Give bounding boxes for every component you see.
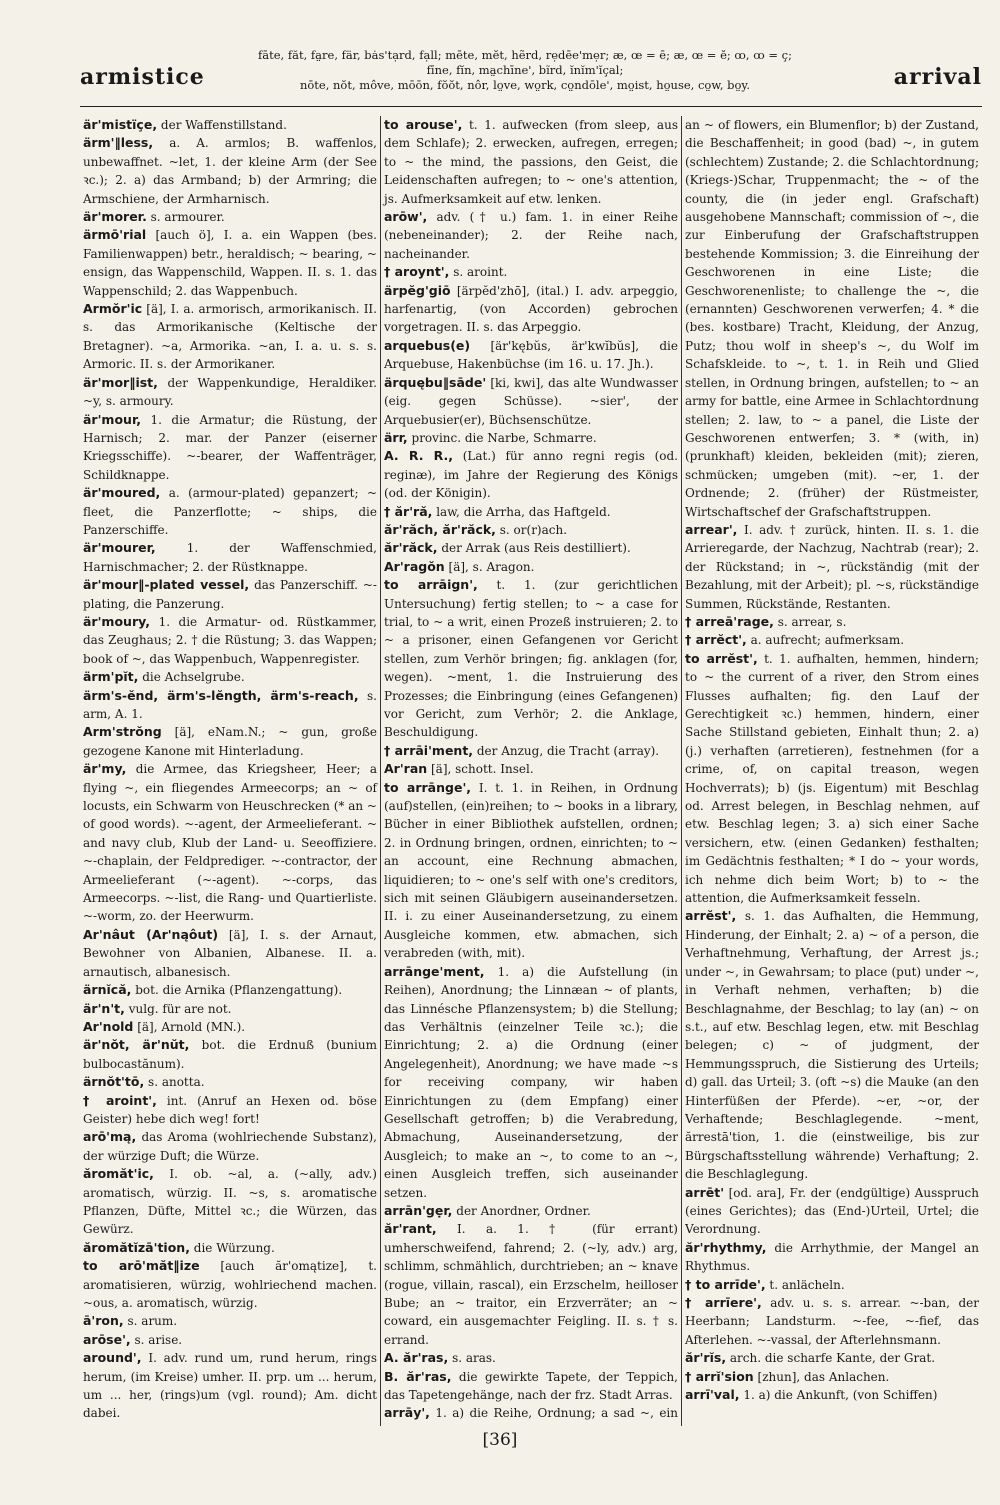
dictionary-entry (384, 963, 678, 1202)
entry-headword: är'mour‖-plated vessel, (83, 577, 250, 593)
entry-definition: bot. die Arnika (Pflanzengattung). (135, 983, 343, 998)
entry-headword: arōse', (83, 1331, 131, 1347)
dictionary-entry (685, 116, 979, 521)
entry-definition: [zhun], das Anlachen. (757, 1369, 890, 1384)
dictionary-entry (83, 1349, 377, 1423)
dictionary-entry (83, 374, 377, 411)
dictionary-entry (83, 1165, 377, 1239)
entry-headword: † to arrīde', (685, 1276, 766, 1292)
entry-headword: är'n't, (83, 1000, 125, 1016)
entry-headword: Armŏr'ic (83, 301, 143, 317)
dictionary-entry (83, 723, 377, 760)
dictionary-entry (384, 1220, 678, 1349)
entry-headword: ärnŏt'tō, (83, 1074, 145, 1090)
entry-headword: ärquębu‖sāde' (384, 374, 487, 390)
entry-headword: † arrĕct', (685, 632, 747, 648)
dictionary-entry (685, 907, 979, 1183)
entry-headword: † ăr'ră, (384, 503, 433, 519)
dictionary-entry (384, 1349, 678, 1367)
entry-definition: I. ob. ~al, a. (~ally, adv.) aromatisch, würzig. II. ~s, s. aromatische Pflanzen, Düfte, Mittel ꝛc.; die Würzen, das Gewürz. (83, 1167, 377, 1237)
entry-headword: ärm'‖less, (83, 135, 154, 151)
entry-definition: [auch ăr'omątize], t. aromatisieren, würzig, wohlriechend machen. ~ous, a. aromatisch, würzig. (83, 1259, 377, 1310)
entry-headword: † arrīere', (685, 1295, 762, 1310)
entry-headword: är'mour, (83, 411, 142, 427)
entry-definition: [ki, kwi], das alte Wundwasser (eig. gegen Schüsse). ~sier', der Arquebusier(er), Büchsenschütze. (384, 375, 678, 427)
entry-definition: [auch ö], I. a. ein Wappen (bes. Familienwappen) betr., heraldisch; ~ bearing, ~ ensign, das Wappenschild, Wappen. II. s. 1. das Wappenschild; 2. das Wappenbuch. (83, 228, 377, 298)
entry-headword: to arrāign', (384, 577, 478, 593)
entry-headword: ärpĕg'giō (384, 282, 451, 298)
entry-headword: ăr'rhythmy, (685, 1239, 767, 1255)
entry-definition: I. adv. rund um, rund herum, rings herum, (im Kreise) umher. II. prp. um ... herum, um ... her, (rings)um (vgl. round); Am. dicht dabei. (83, 1351, 377, 1421)
entry-definition: provinc. die Narbe, Schmarre. (411, 430, 597, 445)
dictionary-entry (83, 134, 377, 208)
column-3 (681, 116, 982, 1426)
entry-headword: ăr'răch, ăr'răck, (384, 521, 496, 537)
dictionary-entry (83, 208, 377, 226)
entry-definition: adv. († u.) fam. 1. in einer Reihe (nebeneinander); 2. der Reihe nach, nacheinander. (384, 210, 678, 261)
entry-headword: ăromătĭzā'tion, (83, 1239, 190, 1255)
entry-headword: är'moured, (83, 485, 161, 501)
pronunciation-key-line: nōte, nŏt, môve, mōōn, fŏŏt, nôr, lo̤ve, wo̤rk, co̤ndōle', mo̤ist, ho̤use, co̤w, bo̤y. (299, 78, 751, 92)
entry-definition: s. arm, A. 1. (83, 688, 377, 721)
dictionary-entry (685, 1368, 979, 1386)
entry-headword: Ar'ran (384, 761, 428, 777)
entry-headword: Arm'strŏng (83, 724, 162, 740)
entry-definition: adv. u. s. s. arrear. ~-ban, der Heerbann; Landsturm. ~-fee, ~-fief, das Afterlehen. ~-vassal, der Afterlehnsmann. (685, 1296, 979, 1347)
entry-definition: [ä], I. a. armorisch, armorikanisch. II. s. das Armorikanische (Keltische der Bretagner). ~a, Armorika. ~an, I. a. u. s. s. Armoric. II. s. der Armorikaner. (83, 302, 377, 372)
dictionary-entry (685, 1349, 979, 1367)
dictionary-entry (384, 1202, 678, 1220)
entry-definition: vulg. für are not. (128, 1001, 232, 1016)
pronunciation-key-line: fāte, făt, fa̤re, fär, bȧs'tạrd, fạll; mēte, mĕt, hẽrd, rẹdēe'mẹr; æ, œ = ē; æ, œ = ĕ; ꝏ, ꝏ = ç; (258, 48, 792, 62)
entry-columns (80, 116, 982, 1426)
dictionary-entry (83, 1073, 377, 1091)
entry-headword: to arrĕst', (685, 650, 758, 666)
entry-headword: † aroint', (83, 1092, 157, 1108)
entry-headword: arrear', (685, 521, 738, 537)
entry-definition: t. anlächeln. (769, 1277, 845, 1292)
entry-definition: die Würzung. (193, 1240, 275, 1255)
entry-headword: arquebus(e) (384, 337, 471, 353)
entry-definition: s. or(r)ach. (499, 522, 568, 537)
entry-headword: ā'ron, (83, 1313, 124, 1329)
dictionary-entry (384, 539, 678, 557)
entry-headword: ärnĭcă, (83, 982, 132, 998)
dictionary-entry (83, 539, 377, 576)
entry-headword: † arrāi'ment, (384, 742, 474, 758)
dictionary-entry (685, 631, 979, 649)
entry-definition: das Panzerschiff. ~-plating, die Panzerung. (83, 578, 377, 611)
entry-definition: 1. a) die Ankunft, (von Schiffen) (743, 1388, 938, 1403)
dictionary-entry (83, 981, 377, 999)
entry-definition: [ä], s. Aragon. (448, 559, 535, 574)
dictionary-entry (83, 760, 377, 926)
entry-headword: ăr'rĭs, (685, 1350, 727, 1366)
dictionary-entry (83, 926, 377, 981)
dictionary-entry (83, 1128, 377, 1165)
entry-headword: arō'mą, (83, 1129, 137, 1145)
entry-definition: der Wappenkundige, Heraldiker. ~y, s. armoury. (83, 375, 377, 409)
dictionary-entry (384, 503, 678, 521)
entry-definition: der Anzug, die Tracht (array). (476, 743, 660, 758)
entry-headword: arrī'val, (685, 1387, 740, 1403)
entry-definition: a. A. armlos; B. waffenlos, unbewaffnet. ~let, 1. der kleine Arm (der See ꝛc.); 2. a) das Armband; b) der Armring; die Armschiene, der Armharnisch. (83, 136, 377, 206)
entry-definition: [ä], Arnold (MN.). (137, 1019, 246, 1034)
dictionary-entry (384, 576, 678, 742)
pronunciation-key-line: fīne, fĭn, ma̤chīne', bĩrd, ĭnĭm'ĭçal; (426, 63, 624, 77)
entry-headword: ăr'rant, (384, 1221, 437, 1237)
entry-headword: är'nŏt, är'nŭt, (83, 1037, 190, 1053)
entry-definition: arch. die scharfe Kante, der Grat. (729, 1351, 936, 1366)
entry-headword: † arreā'rage, (685, 613, 774, 629)
entry-definition: [ä], schott. Insel. (431, 762, 534, 777)
entry-headword: arōw', (384, 209, 428, 225)
dictionary-entry (83, 1239, 377, 1257)
entry-definition: t. 1. aufhalten, hemmen, hindern; to ~ the current of a river, den Strom eines Flusses aufhalten; fig. den Lauf der Gerechtigkeit ꝛc.) hemmen, hindern, einer Sache Stillstand gebieten, Einhalt thun; 2. a) (j.) verhaften (arretieren), festnehmen (for a crime, of, on capital treason, wegen Hochverrats); b) (js. Eigentum) mit Beschlag od. Arrest belegen, in Beschlag nehmen, auf etw. Beschlag legen; 3. a) sich einer Sache versichern, etw. (einen Gedanken) festhalten; im Gedächtnis festhalten; * I do ~ your words, ich nehme dich beim Wort; b) to ~ the attention, die Aufmerksamkeit fesseln. (685, 651, 979, 906)
entry-definition: s. aras. (452, 1351, 496, 1366)
dictionary-entry (685, 613, 979, 631)
entry-definition: s. arise. (134, 1332, 183, 1347)
dictionary-entry (83, 300, 377, 374)
entry-definition: die gewirkte Tapete, der Teppich, das Tapetengehänge, nach der frz. Stadt Arras. (384, 1369, 678, 1403)
entry-definition: [är'kębŭs, är'kwĭbŭs], die Arquebuse, Hakenbüchse (im 16. u. 17. Jh.). (384, 338, 678, 372)
entry-headword: är'my, (83, 761, 127, 777)
dictionary-entry (384, 742, 678, 760)
dictionary-entry (384, 116, 678, 208)
entry-definition: a. aufrecht; aufmerksam. (750, 633, 905, 648)
entry-definition: [ä], eNam.N.; ~ gun, große gezogene Kanone mit Hinterladung. (83, 725, 377, 758)
column-2 (380, 116, 681, 1426)
entry-definition: law, die Arrha, das Haftgeld. (436, 504, 611, 519)
entry-definition: das Aroma (wohlriechende Substanz), der würzige Duft; die Würze. (83, 1130, 377, 1163)
dictionary-entry (384, 1404, 678, 1426)
dictionary-entry (83, 668, 377, 686)
entry-headword: är'morer. (83, 209, 147, 225)
entry-headword: är'mourer, (83, 540, 156, 556)
dictionary-entry (83, 1036, 377, 1073)
running-head-left: armistice (80, 64, 205, 90)
pronunciation-key (230, 48, 820, 93)
dictionary-entry (83, 687, 377, 724)
entry-definition: s. anotta. (148, 1075, 205, 1090)
dictionary-entry (685, 1276, 979, 1294)
dictionary-entry (83, 1000, 377, 1018)
entry-headword: ăromăt'ic, (83, 1166, 154, 1182)
header-rule (80, 106, 982, 107)
entry-headword: Ar'ragŏn (384, 558, 445, 574)
entry-headword: arrēt' (685, 1184, 725, 1200)
dictionary-entry (384, 429, 678, 447)
dictionary-entry (384, 1368, 678, 1405)
entry-definition: I. adv. † zurück, hinten. II. s. 1. die Arrieregarde, der Nachzug, Nachtrab (rear); 2. der Rückstand; in ~, rückständig (mit der Bezahlung, mit der Arbeit); pl. ~s, rückständige Summen, Rückstände, Restanten. (685, 522, 979, 611)
dictionary-entry (685, 1184, 979, 1239)
entry-headword: ärm's-ĕnd, ärm's-lĕngth, ärm's-reach, (83, 687, 359, 703)
entry-definition: [ä], I. s. der Arnaut, Bewohner von Albanien, Albanese. II. a. arnautisch, albanesisch. (83, 927, 377, 979)
running-head-right: arrival (893, 64, 982, 90)
dictionary-entry (384, 447, 678, 502)
entry-headword: Ar'nold (83, 1018, 134, 1034)
entry-definition: 1. die Armatur; die Rüstung, der Harnisch; 2. mar. der Panzer (eiserner Kriegsschiffe). ~-bearer, der Waffenträger, Schildknappe. (83, 412, 377, 482)
dictionary-entry (384, 208, 678, 263)
entry-headword: to arrānge', (384, 779, 472, 795)
entry-headword: ăr'răck, (384, 540, 438, 556)
dictionary-entry (83, 1331, 377, 1349)
entry-definition: t. 1. aufwecken (from sleep, aus dem Schlafe); 2. erwecken, aufregen, erregen; to ~ the mind, the passions, den Geist, die Leidenschaften aufregen; to ~ one's attention, js. Aufmerksamkeit auf etw. lenken. (384, 118, 678, 206)
entry-headword: ärr, (384, 429, 408, 445)
dictionary-entry (384, 779, 678, 963)
dictionary-entry (384, 760, 678, 778)
dictionary-entry (685, 650, 979, 908)
dictionary-entry (384, 263, 678, 281)
entry-definition: s. arum. (127, 1314, 178, 1329)
entry-headword: ärm'pĭt, (83, 669, 139, 685)
dictionary-entry (83, 484, 377, 539)
entry-headword: around', (83, 1350, 142, 1366)
entry-definition: die Achselgrube. (142, 670, 245, 685)
page-number: [36] (482, 1430, 518, 1450)
entry-definition: der Waffenstillstand. (160, 118, 287, 132)
entry-definition: [ärpĕd'zhō], (ital.) I. adv. arpeggio, harfenartig, (von Accorden) gebrochen vorgetragen. II. s. das Arpeggio. (384, 283, 678, 335)
entry-headword: to arō'măt‖ize (83, 1258, 200, 1274)
entry-definition: int. (Anruf an Hexen od. böse Geister) hebe dich weg! fort! (83, 1093, 377, 1126)
dictionary-entry (83, 1018, 377, 1036)
entry-headword: arrānge'ment, (384, 963, 485, 979)
dictionary-entry (83, 116, 377, 134)
entry-definition: s. arrear, s. (777, 614, 847, 629)
dictionary-entry (384, 558, 678, 576)
entry-headword: arrĕst', (685, 908, 737, 924)
entry-definition: (Lat.) für anno regni regis (od. reginæ), im Jahre der Regierung des Königs (od. der Königin). (384, 449, 678, 501)
entry-definition: 1. der Waffenschmied, Harnischmacher; 2. der Rüstknappe. (83, 541, 377, 574)
entry-definition: s. 1. das Aufhalten, die Hemmung, Hinderung, der Einhalt; 2. a) ~ of a person, die Verhaftnehmung, Verhaftung, der Arrest js.; under ~, in Gewahrsam; to place (put) under ~, in Verhaft nehmen, verhaften; b) die Beschlagnahme, der Beschlag; to lay (an) ~ on s.t., auf etw. Beschlag legen, etw. mit Beschlag belegen; c) ~ of judgment, der Hemmungsspruch, die Sistierung des Urteils; d) gall. das Urteil; 3. (oft ~s) die Mauke (an den Hinterfüßen der Pferde). ~er, ~or, der Verhaftende; Beschlaglegende. ~ment, ărrestā'tion, 1. die (einstweilige, bis zur Bürgschaftsstellung währende) Verhaftung; 2. die Beschlaglegung. (685, 909, 979, 1182)
entry-headword: arrān'gẹr, (384, 1202, 453, 1218)
entry-headword: Ar'nâut (Ar'nąôut) (83, 926, 219, 942)
entry-definition: der Arrak (aus Reis destilliert). (441, 541, 631, 556)
entry-headword: A. R. R., (384, 448, 454, 464)
entry-definition: t. 1. (zur gerichtlichen Untersuchung) fertig stellen; to ~ a case for trial, to ~ a writ, einen Prozeß instruieren; 2. to ~ a prisoner, einen Gefangenen vor Gericht stellen, zum Verhör bringen; fig. anklagen (for, wegen). ~ment, 1. die Instruierung des Prozesses; die Einbringung (eines Gefangenen) vor Gericht, zum Verhör; 2. die Anklage, Beschuldigung. (384, 578, 678, 740)
entry-definition: bot. die Erdnuß (bunium bulbocastănum). (83, 1038, 378, 1071)
entry-headword: arrāy', (384, 1405, 430, 1421)
column-1 (80, 116, 380, 1426)
dictionary-entry (83, 1312, 377, 1330)
dictionary-entry (384, 282, 678, 337)
entry-definition: a. (armour-plated) gepanzert; ~ fleet, die Panzerflotte; ~ ships, die Panzerschiffe. (83, 486, 377, 537)
entry-definition: die Armee, das Kriegsheer, Heer; a flying ~, ein fliegendes Armeecorps; an ~ of locusts, ein Schwarm von Heuschrecken (* an ~ of good words). ~-agent, der Armeelieferant. ~ and navy club, Klub der Land- u. Seeoffiziere. ~-chaplain, der Feldprediger. ~-contractor, der Armeelieferant (~-agent). ~-corps, das Armeecorps. ~-list, die Rang- und Quartierliste. ~-worm, zo. der Heerwurm. (83, 762, 377, 924)
entry-definition: 1. a) die Aufstellung (in Reihen), Anordnung; the Linnæan ~ of plants, das Linnésche Pflanzensystem; b) die Stellung; das Verhältnis (einzelner Teile ꝛc.); die Einrichtung; 2. a) die Ordnung (einer Angelegenheit), Anordnung; we have made ~s for receiving company, wir haben Einrichtungen zu (dem Empfang) einer Gesellschaft getroffen; b) die Verabredung, Abmachung, Auseinandersetzung, der Ausgleich; to make an ~, to come to an ~, einen Ausgleich treffen, sich auseinander setzen. (384, 964, 678, 1200)
dictionary-entry (685, 1386, 979, 1404)
dictionary-entry (685, 521, 979, 613)
entry-headword: är'mistïçe, (83, 117, 158, 132)
entry-definition: die Arrhythmie, der Mangel an Rhythmus. (685, 1240, 979, 1274)
entry-headword: är'moury, (83, 613, 151, 629)
dictionary-entry (83, 576, 377, 613)
entry-headword: to arouse', (384, 117, 463, 132)
entry-definition: der Anordner, Ordner. (456, 1203, 591, 1218)
entry-definition: an ~ of flowers, ein Blumenflor; b) der Zustand, die Beschaffenheit; in good (bad) ~, in gutem (schlechtem) Zustande; 2. die Schlachtordnung; (Kriegs-)Schar, Truppenmacht; the ~ of the county, die (in jeder engl. Grafschaft) ausgehobene Mannschaft; commission of ~, die zur Einberufung der Grafschaftstruppen bestehende Kommission; 3. die Einreihung der Geschworenen in eine Liste; die Geschworenenliste; to challenge the ~, die (ernannten) Geschworenen verwerfen; 4. * die (bes. kostbare) Tracht, Kleidung, der Anzug, Putz; thou wolf in sheep's ~, du Wolf im Schafskleide. to ~, t. 1. in Reih und Glied stellen, in Ordnung bringen, aufstellen; to ~ an army for battle, eine Armee in Schlachtordnung stellen; 2. law, to ~ a panel, die Liste der Geschworenen entwerfen; 3. * (with, in) (prunkhaft) kleiden, bekleiden (mit); zieren, schmücken; umgeben (mit). ~er, 1. der Ordnende; 2. (früher) der Rüstmeister, Wirtschaftschef der Grafschaftstruppen. (685, 118, 979, 519)
dictionary-entry (83, 1257, 377, 1312)
entry-definition: I. t. 1. in Reihen, in Ordnung (auf)stellen, (ein)reihen; to ~ books in a library, Bücher in einer Bibliothek aufstellen, ordnen; 2. in Ordnung bringen, ordnen, einrichten; to ~ an account, eine Rechnung abmachen, liquidieren; to ~ one's self with one's creditors, sich mit seinen Gläubigern auseinandersetzen. II. i. zu einer Auseinandersetzung, zu einem Ausgleiche kommen, etw. abmachen, sich verabreden (with, mit). (384, 780, 679, 961)
dictionary-entry (83, 226, 377, 300)
dictionary-entry (384, 374, 678, 429)
entry-headword: ärmō'rial (83, 227, 147, 243)
dictionary-entry (384, 337, 678, 374)
dictionary-entry (685, 1239, 979, 1276)
entry-headword: † aroynt', (384, 264, 450, 280)
entry-headword: A. ăr'ras, (384, 1350, 449, 1366)
dictionary-entry (83, 411, 377, 485)
dictionary-entry (83, 1092, 377, 1129)
entry-headword: är'mor‖ist, (83, 374, 158, 390)
entry-definition: s. aroint. (453, 265, 508, 280)
entry-definition: 1. die Armatur- od. Rüstkammer, das Zeughaus; 2. † die Rüstung; 3. das Wappen; book of ~, das Wappenbuch, Wappenregister. (83, 614, 377, 666)
dictionary-entry (685, 1294, 979, 1349)
dictionary-entry (83, 613, 377, 668)
entry-definition: [od. ara], Fr. der (endgültige) Ausspruch (eines Gerichtes); das (End-)Urteil, Urtel; die Verordnung. (685, 1185, 979, 1237)
entry-definition: I. a. 1. † (für errant) umherschweifend, fahrend; 2. (~ly, adv.) arg, schlimm, schmählich, durchtrieben; an ~ knave (rogue, villain, rascal), ein Erzschelm, heilloser Bube; an ~ traitor, ein Erzverräter; an ~ coward, ein ausgemachter Feigling. II. s. † s. errand. (384, 1222, 678, 1347)
dictionary-entry (384, 521, 678, 539)
entry-headword: B. ăr'ras, (384, 1368, 452, 1384)
entry-definition: s. armourer. (150, 210, 225, 225)
entry-definition: 1. a) die Reihe, Ordnung; a sad ~, ein (435, 1406, 678, 1421)
entry-headword: † arrĭ'sion (685, 1368, 754, 1384)
